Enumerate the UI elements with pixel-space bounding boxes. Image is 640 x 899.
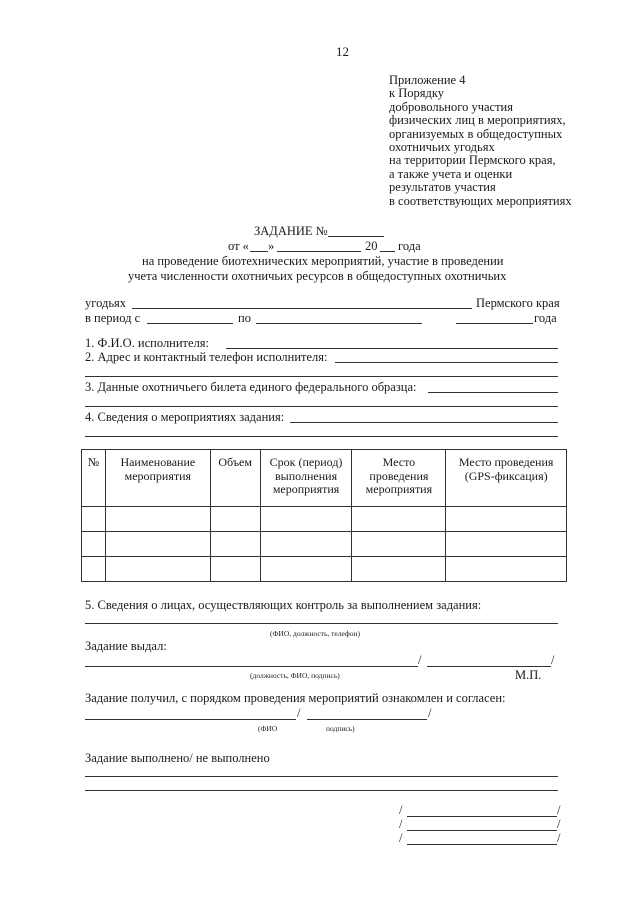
ugodya-line[interactable] <box>132 308 472 309</box>
date-from-label: от « <box>228 239 249 253</box>
period-year-label: года <box>534 311 557 325</box>
appendix-block <box>389 74 572 208</box>
period-year-line[interactable] <box>456 323 533 324</box>
header-line-2: учета численности охотничьих ресурсов в общедоступных охотничьих <box>128 269 507 283</box>
sign-line-3[interactable] <box>407 844 557 845</box>
table-header-row <box>82 450 567 507</box>
year-line[interactable] <box>380 251 395 252</box>
sign-slash-2-end: / <box>557 817 561 831</box>
received-caption-fio: (ФИО <box>258 724 278 733</box>
ticket-label: 3. Данные охотничьего билета единого федерального образца: <box>85 380 417 394</box>
task-title: ЗАДАНИЕ № <box>254 224 328 238</box>
appendix-line: Приложение 4 <box>389 73 466 87</box>
fio-label: 1. Ф.И.О. исполнителя: <box>85 336 210 350</box>
events-label: 4. Сведения о мероприятиях задания: <box>85 410 285 424</box>
table-cell[interactable] <box>82 557 106 582</box>
table-cell[interactable] <box>352 532 446 557</box>
issued-caption: (должность, ФИО, подпись) <box>250 671 340 680</box>
appendix-line: результатов участия <box>389 180 496 195</box>
issued-slash: / <box>418 653 422 667</box>
table-cell[interactable] <box>352 507 446 532</box>
col-volume: Объем <box>210 450 260 507</box>
table-cell[interactable] <box>210 532 260 557</box>
received-caption-sign: подпись) <box>326 724 355 733</box>
year-prefix: 20 <box>365 239 378 253</box>
sign-slash-1: / <box>399 803 403 817</box>
stamp-label: М.П. <box>515 668 542 682</box>
col-period: Срок (период) выполнения мероприятия <box>260 450 352 507</box>
ticket-line[interactable] <box>428 392 558 393</box>
table-cell[interactable] <box>446 557 567 582</box>
appendix-line: добровольного участия <box>389 99 513 114</box>
task-number-line[interactable] <box>328 236 384 237</box>
table-cell[interactable] <box>105 557 210 582</box>
sign-slash-3-end: / <box>557 831 561 845</box>
sign-slash-3: / <box>399 831 403 845</box>
table-cell[interactable] <box>82 507 106 532</box>
fio-line[interactable] <box>226 348 558 349</box>
received-label: Задание получил, с порядком проведения мероприятий ознакомлен и согласен: <box>85 691 506 705</box>
date-quote: » <box>268 239 275 253</box>
sign-slash-2: / <box>399 817 403 831</box>
control-label: 5. Сведения о лицах, осуществляющих контроль за выполнением задания: <box>85 598 482 612</box>
month-line[interactable] <box>277 251 361 252</box>
table-row <box>82 557 567 582</box>
sign-line-2[interactable] <box>407 830 557 831</box>
appendix-line: охотничьих угодьях <box>389 140 495 155</box>
control-line[interactable] <box>85 623 558 624</box>
issued-label: Задание выдал: <box>85 639 167 653</box>
received-fio-line[interactable] <box>85 719 296 720</box>
table-cell[interactable] <box>260 507 352 532</box>
events-line-2[interactable] <box>85 436 558 437</box>
appendix-line: к Порядку <box>389 86 444 101</box>
ticket-line-2[interactable] <box>85 406 558 407</box>
ugodya-label: угодьях <box>85 296 127 310</box>
received-sign-line[interactable] <box>307 719 427 720</box>
period-to-line[interactable] <box>256 323 422 324</box>
sign-line-1[interactable] <box>407 816 557 817</box>
col-number: № <box>82 450 106 507</box>
col-event-name: Наименование мероприятия <box>105 450 210 507</box>
table-cell[interactable] <box>105 532 210 557</box>
issued-line[interactable] <box>85 666 418 667</box>
table-cell[interactable] <box>210 557 260 582</box>
appendix-line: организуемых в общедоступных <box>389 126 563 141</box>
table-cell[interactable] <box>105 507 210 532</box>
appendix-line: физических лиц в мероприятиях, <box>389 113 566 128</box>
address-line-2[interactable] <box>85 376 558 377</box>
table-cell[interactable] <box>260 557 352 582</box>
done-line-2[interactable] <box>85 790 558 791</box>
table-cell[interactable] <box>82 532 106 557</box>
address-line[interactable] <box>335 362 558 363</box>
received-slash: / <box>297 706 301 720</box>
table-cell[interactable] <box>352 557 446 582</box>
table-cell[interactable] <box>446 507 567 532</box>
table-cell[interactable] <box>446 532 567 557</box>
done-label: Задание выполнено/ не выполнено <box>85 751 270 765</box>
period-from-line[interactable] <box>147 323 233 324</box>
col-gps: Место проведения (GPS-фиксация) <box>446 450 567 507</box>
issued-signature-line[interactable] <box>427 666 551 667</box>
region-label: Пермского края <box>476 296 560 310</box>
day-line[interactable] <box>250 251 268 252</box>
appendix-line: а также учета и оценки <box>389 166 513 181</box>
period-from-label: в период с <box>85 311 141 325</box>
table-row <box>82 532 567 557</box>
appendix-line: в соответствующих мероприятиях <box>389 193 572 208</box>
issued-slash-end: / <box>551 653 555 667</box>
control-caption: (ФИО, должность, телефон) <box>270 629 361 638</box>
sign-slash-1-end: / <box>557 803 561 817</box>
events-line[interactable] <box>290 422 558 423</box>
received-slash-end: / <box>428 706 432 720</box>
events-table <box>81 449 567 582</box>
col-place: Место проведения мероприятия <box>352 450 446 507</box>
table-cell[interactable] <box>260 532 352 557</box>
page-number: 12 <box>336 44 349 59</box>
year-suffix: года <box>398 239 421 253</box>
done-line-1[interactable] <box>85 776 558 777</box>
table-cell[interactable] <box>210 507 260 532</box>
table-row <box>82 507 567 532</box>
period-to-label: по <box>238 311 251 325</box>
header-line-1: на проведение биотехнических мероприятий, участие в проведении <box>142 254 504 268</box>
appendix-line: на территории Пермского края, <box>389 153 556 168</box>
address-label: 2. Адрес и контактный телефон исполнителя: <box>85 350 328 364</box>
